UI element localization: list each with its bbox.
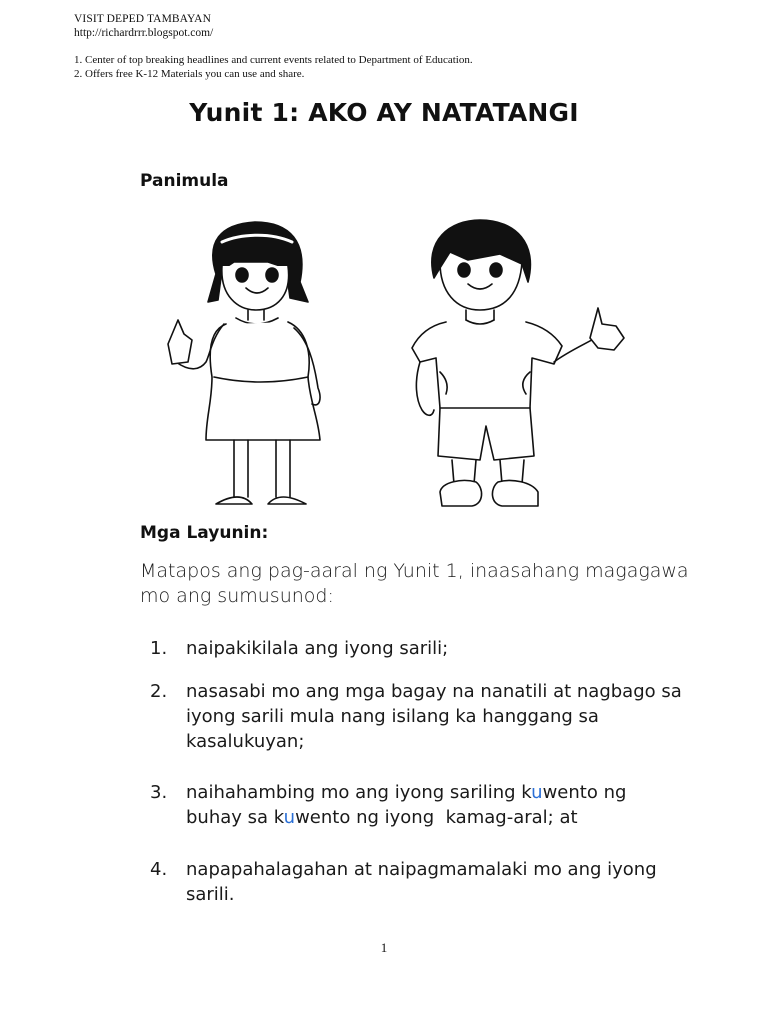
section-heading-panimula: Panimula: [140, 171, 229, 191]
boy-thumbs-up-icon: [412, 220, 624, 506]
objective-number: 2.: [150, 681, 168, 702]
objective-text-part: wento ng buhay sa k: [186, 782, 627, 828]
objective-text: nasasabi mo ang mga bagay na nanatili at nagbago sa iyong sarili mula nang isilang ka hanggang sa kasalukuyan;: [186, 681, 682, 752]
objective-text: naipakikilala ang iyong sarili;: [186, 638, 449, 659]
intro-paragraph: Matapos ang pag-aaral ng Yunit 1, inaasahang magagawa mo ang sumusunod:: [140, 560, 689, 607]
objective-text-part: naihahambing mo ang iyong sariling k: [186, 782, 532, 803]
header-note: 1. Center of top breaking headlines and current events related to Department of Education.: [74, 54, 473, 66]
objective-number: 4.: [150, 859, 168, 880]
header-note: 2. Offers free K-12 Materials you can use and share.: [74, 68, 305, 80]
objective-text: [186, 780, 686, 830]
objective-number: 1.: [150, 638, 168, 659]
objective-number: 3.: [150, 782, 168, 803]
highlighted-letter: u: [283, 807, 296, 828]
girl-thumbs-up-icon: [168, 222, 320, 504]
site-header: [74, 12, 213, 40]
children-illustration: [150, 212, 650, 522]
page-number: 1: [380, 940, 388, 955]
objective-text: napapahalagahan at naipagmamalaki mo ang iyong sarili.: [186, 859, 657, 905]
unit-title: Yunit 1: AKO AY NATATANGI: [189, 98, 579, 127]
objective-text-part: wento ng iyong kamag-aral; at: [295, 807, 578, 828]
site-title: VISIT DEPED TAMBAYAN: [74, 13, 211, 25]
site-url[interactable]: http://richardrrr.blogspot.com/: [74, 27, 214, 39]
section-heading-layunin: Mga Layunin:: [140, 523, 269, 543]
highlighted-letter: u: [531, 782, 543, 803]
header-notes: [74, 53, 473, 81]
